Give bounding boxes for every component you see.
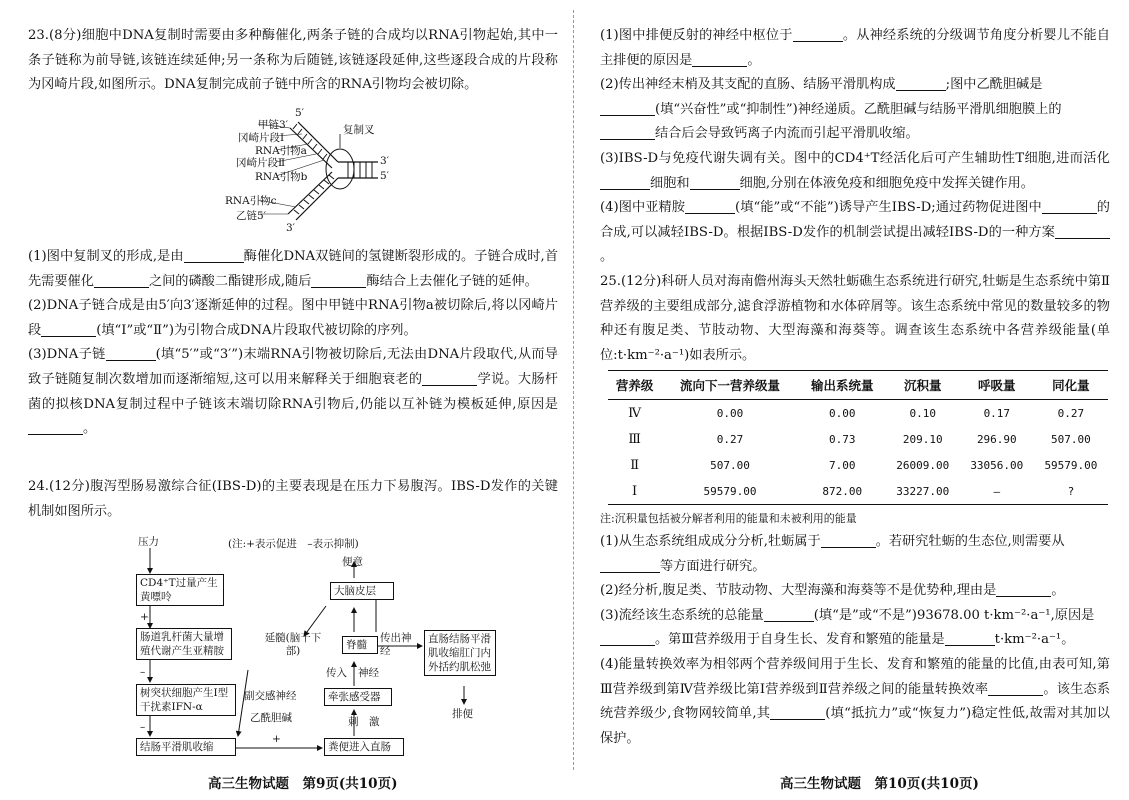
label-primer-b: RNA引物b	[255, 171, 308, 183]
label-okazaki-1: 冈崎片段Ⅰ	[238, 132, 285, 144]
sign-minus-1: –	[140, 666, 146, 678]
label-right-5: 5′	[380, 170, 390, 182]
energy-table	[608, 370, 1108, 505]
q24-intro: 24.(12分)腹泻型肠易激综合征(IBS-D)的主要表现是在压力下易腹泻。IBS-D发作的关键机制如图所示。	[28, 479, 558, 519]
q24-part2: (2)传出神经末梢及其支配的直肠、结肠平滑肌构成 ;图中乙酰胆碱是 (填“兴奋性”或“抑制性”)神经递质。乙酰胆碱与结肠平滑肌细胞膜上的 结合后会导致钙离子内流而引起平滑肌收缩。	[600, 77, 1062, 142]
col-header: 输出系统量	[799, 371, 886, 400]
label-fork: 复制叉	[343, 124, 375, 136]
q25-part1: (1)从生态系统组成成分分析,牡蛎属于 。若研究牡蛎的生态位,则需要从 等方面进行研究。	[600, 534, 1065, 574]
table-row: Ⅱ 507.00 7.00 26009.00 33056.00 59579.00	[630, 457, 1098, 473]
col-header: 营养级	[608, 371, 661, 400]
label-acetylcholine: 乙酰胆碱	[250, 712, 292, 724]
question-25	[600, 270, 1110, 368]
label-okazaki-2: 冈崎片段Ⅱ	[236, 157, 286, 169]
page-divider	[573, 10, 574, 770]
sign-plus-2: +	[272, 733, 281, 745]
q24-part4: (4)图中亚精胺 (填“能”或“不能”)诱导产生IBS-D;通过药物促进图中 的合成,可以减轻IBS-D。根据IBS-D发作的机制尝试提出减轻IBS-D的一种方案。	[600, 200, 1110, 265]
label-pressure: 压力	[138, 536, 159, 548]
table-row: Ⅳ 0.00 0.00 0.10 0.17 0.27	[628, 405, 1085, 421]
box-dendritic: 树突状细胞产生I型干扰素IFN-α	[136, 684, 236, 716]
label-nerve: 神经	[358, 667, 379, 679]
q25-part4: (4)能量转换效率为相邻两个营养级间用于生长、发育和繁殖的能量的比值,由表可知,第Ⅲ营养级到第Ⅳ营养级比第Ⅰ营养级到Ⅱ营养级之间的能量转换效率 。该生态系统营养级少,食物网较简单,其 (填“抵抗力”或“恢复力”)稳定性低,故需对其加以保护。	[600, 656, 1110, 746]
q23-part1: (1)图中复制叉的形成,是由 酶催化DNA双链间的氢键断裂形成的。子链合成时,首先需要催化 之间的磷酸二酯键形成,随后 酶结合上去催化子链的延伸。	[28, 249, 559, 289]
box-rectum-relax: 直肠结肠平滑肌收缩肛门内外括约肌松弛	[424, 630, 496, 676]
label-efferent: 传出神经	[380, 632, 412, 657]
page-9	[28, 0, 558, 800]
label-stimulus: 刺 激	[348, 716, 380, 728]
label-afferent: 传入	[326, 667, 347, 679]
table-row: Ⅰ 59579.00 872.00 33227.00 — ?	[608, 478, 1108, 505]
box-cd4t: CD4⁺T过量产生黄嘌呤	[136, 574, 224, 606]
sign-minus-2: –	[140, 721, 146, 733]
label-primer-a: RNA引物a	[255, 145, 307, 157]
box-colon-contract: 结肠平滑肌收缩	[136, 738, 236, 756]
label-parasympathetic: 副交感神经	[244, 690, 297, 702]
box-spinal-cord: 脊髓	[342, 636, 378, 654]
box-feces-rectum: 粪便进入直肠	[324, 738, 404, 756]
question-24	[28, 475, 558, 524]
q23-intro: 23.(8分)细胞中DNA复制时需要由多种酶催化,两条子链的合成均以RNA引物起始,其中一条子链称为前导链,该链连续延伸;另一条称为后随链,该链逐段延伸,这些逐段合成的片段称为冈崎片段,如图所示。DNA复制完成前子链中所含的RNA引物均会被切除。	[28, 28, 558, 93]
col-header: 沉积量	[886, 371, 960, 400]
label-chain-b: 乙链5′	[236, 210, 267, 222]
q25-part2: (2)经分析,腹足类、节肢动物、大型海藻和海葵等不是优势种,理由是 。	[600, 583, 1065, 599]
q25-questions	[600, 508, 1110, 751]
page-10	[600, 0, 1110, 800]
q23-part3: (3)DNA子链 (填“5′”或“3′”)末端RNA引物被切除后,无法由DNA片段取代,从而导致子链随复制次数增加而逐渐缩短,这可以用来解释关于细胞衰老的 学说。大肠杆菌的拟核DNA复制过程中子链该末端切除RNA引物后,仍能以互补链为模板延伸,原因是。	[28, 347, 558, 437]
label-defecation: 排便	[452, 708, 473, 720]
box-stretch-receptor: 牵张感受器	[324, 688, 392, 706]
q24-part1: (1)图中排便反射的神经中枢位于 。从神经系统的分级调节角度分析婴儿不能自主排便的原因是 。	[600, 28, 1110, 68]
q23-questions	[28, 245, 558, 442]
q23-part2: (2)DNA子链合成是由5′向3′逐渐延伸的过程。图中甲链中RNA引物a被切除后,将以冈崎片段 (填“Ⅰ”或“Ⅱ”)为引物合成DNA片段取代被切除的序列。	[28, 298, 558, 338]
q24-continued	[600, 24, 1110, 270]
table-row: Ⅲ 0.27 0.73 209.10 296.90 507.00	[628, 431, 1091, 447]
q25-part3: (3)流经该生态系统的总能量 (填“是”或“不是”)93678.00 t·km⁻²·a⁻¹,原因是 。第Ⅲ营养级用于自身生长、发育和繁殖的能量是 t·km⁻²·a⁻¹。	[600, 607, 1095, 648]
label-note: (注:+表示促进 –表示抑制)	[228, 538, 359, 550]
q24-part3: (3)IBS-D与免疫代谢失调有关。图中的CD4⁺T经活化后可产生辅助性T细胞,进而活化细胞和 细胞,分别在体液免疫和细胞免疫中发挥关键作用。	[600, 150, 1110, 191]
label-right-3: 3′	[380, 155, 390, 167]
footer-page-10: 高三生物试题 第10页(共10页)	[780, 776, 979, 792]
sign-plus-1: +	[140, 611, 149, 623]
footer-page-9: 高三生物试题 第9页(共10页)	[208, 776, 398, 792]
label-chain-a: 甲链3′	[258, 119, 289, 131]
energy-table-wrap	[600, 370, 1108, 505]
label-medulla: 延髓(脑干下部)	[264, 632, 322, 657]
ibs-d-mechanism-diagram	[108, 536, 548, 774]
dna-replication-diagram	[198, 107, 418, 234]
col-header: 流向下一营养级量	[661, 371, 798, 400]
label-top-5: 5′	[295, 107, 305, 119]
col-header: 同化量	[1034, 371, 1108, 400]
box-lactobacillus: 肠道乳杆菌大量增殖代谢产生亚精胺	[136, 628, 232, 660]
label-bottom-3: 3′	[286, 222, 296, 234]
label-urge: 便意	[342, 556, 363, 568]
box-cortex: 大脑皮层	[330, 582, 394, 600]
col-header: 呼吸量	[960, 371, 1034, 400]
label-primer-c: RNA引物c	[225, 195, 277, 207]
table-note: 注:沉积量包括被分解者利用的能量和未被利用的能量	[600, 512, 857, 525]
q25-intro: 25.(12分)科研人员对海南儋州海头天然牡蛎礁生态系统进行研究,牡蛎是生态系统中第Ⅱ营养级的主要组成部分,滤食浮游植物和水体碎屑等。该生态系统中常见的数量较多的物种还有腹足类、节肢动物、大型海藻和海葵等。调查该生态系统中各营养级能量(单位:t·km⁻²·a⁻¹)如表所示。	[600, 274, 1110, 363]
question-23	[28, 24, 558, 98]
